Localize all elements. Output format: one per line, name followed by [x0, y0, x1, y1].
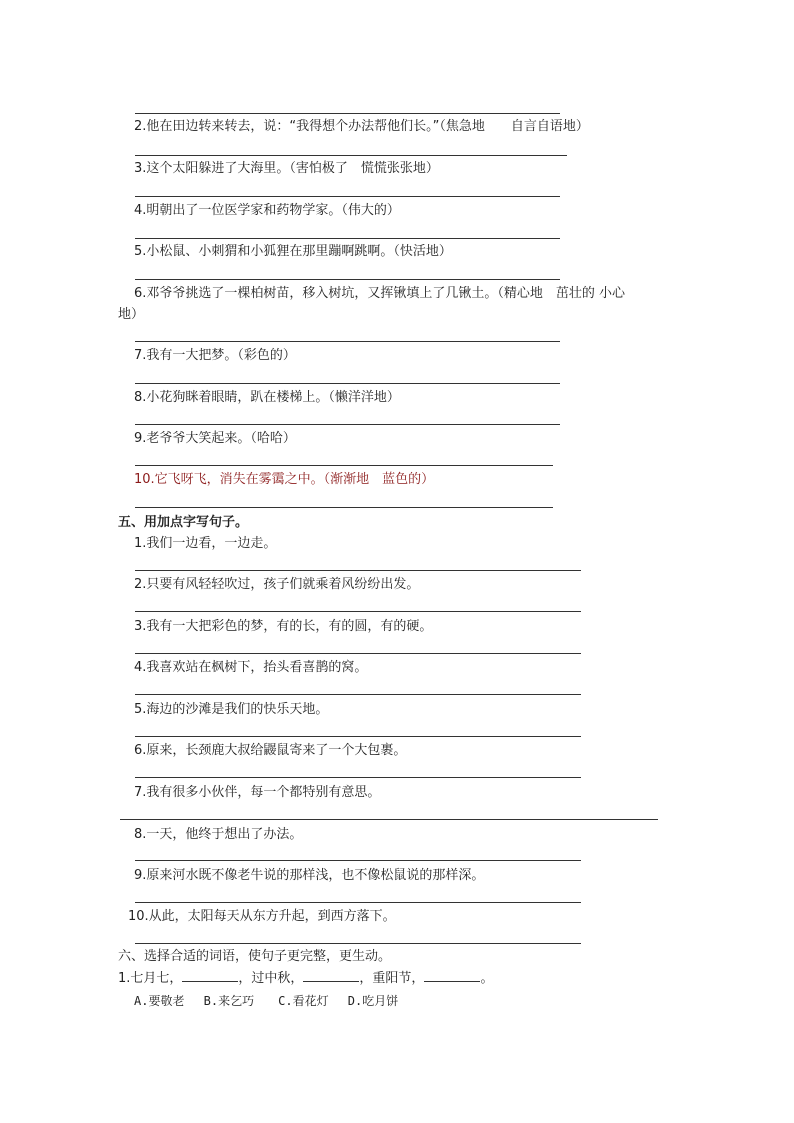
- question-text: ，重阳节，: [359, 971, 425, 986]
- exercise-item: 5.海边的沙滩是我们的快乐天地。: [134, 702, 329, 717]
- exercise-item: 9.老爷爷大笑起来。（哈哈）: [134, 431, 296, 446]
- exercise-item: 1.我们一边看，一边走。: [134, 536, 277, 551]
- answer-line: [135, 860, 581, 861]
- exercise-item: 5.小松鼠、小刺猬和小狐狸在那里蹦啊跳啊。（快活地）: [134, 244, 452, 259]
- exercise-item: 2.只要有风轻轻吹过，孩子们就乘着风纷纷出发。: [134, 577, 420, 592]
- answer-line: [135, 943, 581, 944]
- question-text: ，过中秋，: [238, 971, 304, 986]
- answer-line: [135, 611, 581, 612]
- answer-line: [135, 570, 581, 571]
- answer-line: [135, 196, 560, 197]
- answer-line: [135, 777, 581, 778]
- exercise-item: 8.小花狗眯着眼睛，趴在楼梯上。（懒洋洋地）: [134, 390, 400, 405]
- exercise-item: 2.他在田边转来转去，说：“我得想个办法帮他们长。”（焦急地 自言自语地）: [134, 119, 589, 134]
- exercise-item: 4.我喜欢站在枫树下，抬头看喜鹊的窝。: [134, 660, 368, 675]
- answer-options: A.要敬老 B.来乞巧 C.看花灯 D.吃月饼: [134, 994, 399, 1008]
- blank-field[interactable]: [303, 969, 359, 982]
- blank-field[interactable]: [424, 969, 480, 982]
- answer-line: [135, 238, 560, 239]
- exercise-item: 9.原来河水既不像老牛说的那样浅，也不像松鼠说的那样深。: [134, 868, 485, 883]
- answer-line: [135, 653, 581, 654]
- exercise-item: 4.明朝出了一位医学家和药物学家。（伟大的）: [134, 203, 400, 218]
- fill-in-question: [118, 969, 493, 989]
- answer-line: [135, 424, 560, 425]
- exercise-item: 7.我有一大把梦。（彩色的）: [134, 348, 296, 363]
- answer-line: [135, 736, 581, 737]
- section-heading: 六、选择合适的词语，使句子更完整，更生动。: [118, 949, 392, 964]
- exercise-item: 7.我有很多小伙伴，每一个都特别有意思。: [134, 785, 381, 800]
- answer-line: [135, 902, 581, 903]
- exercise-item: 3.这个太阳躲进了大海里。（害怕极了 慌慌张张地）: [134, 161, 439, 176]
- question-text: 1.七月七，: [118, 971, 183, 986]
- answer-line: [135, 507, 553, 508]
- section-heading: 五、用加点字写句子。: [118, 515, 249, 530]
- exercise-item: 10.从此，太阳每天从东方升起，到西方落下。: [128, 909, 396, 924]
- answer-line: [135, 341, 560, 342]
- answer-line: [135, 113, 560, 114]
- exercise-item-continued: 地）: [118, 307, 145, 322]
- answer-line: [120, 819, 658, 820]
- answer-line: [135, 465, 553, 466]
- exercise-item-highlighted: 10.它飞呀飞，消失在雾霭之中。（渐渐地 蓝色的）: [134, 472, 435, 487]
- exercise-item: 6.邓爷爷挑选了一棵柏树苗，移入树坑，又挥锹填上了几锹土。（精心地 茁壮的 小心: [134, 286, 626, 301]
- answer-line: [135, 155, 567, 156]
- exercise-item: 6.原来，长颈鹿大叔给鼹鼠寄来了一个大包裹。: [134, 743, 407, 758]
- answer-line: [135, 694, 581, 695]
- blank-field[interactable]: [182, 969, 238, 982]
- question-text: 。: [480, 971, 494, 986]
- answer-line: [135, 383, 560, 384]
- exercise-item: 8.一天，他终于想出了办法。: [134, 827, 303, 842]
- answer-line: [135, 279, 560, 280]
- exercise-item: 3.我有一大把彩色的梦，有的长，有的圆，有的硬。: [134, 619, 433, 634]
